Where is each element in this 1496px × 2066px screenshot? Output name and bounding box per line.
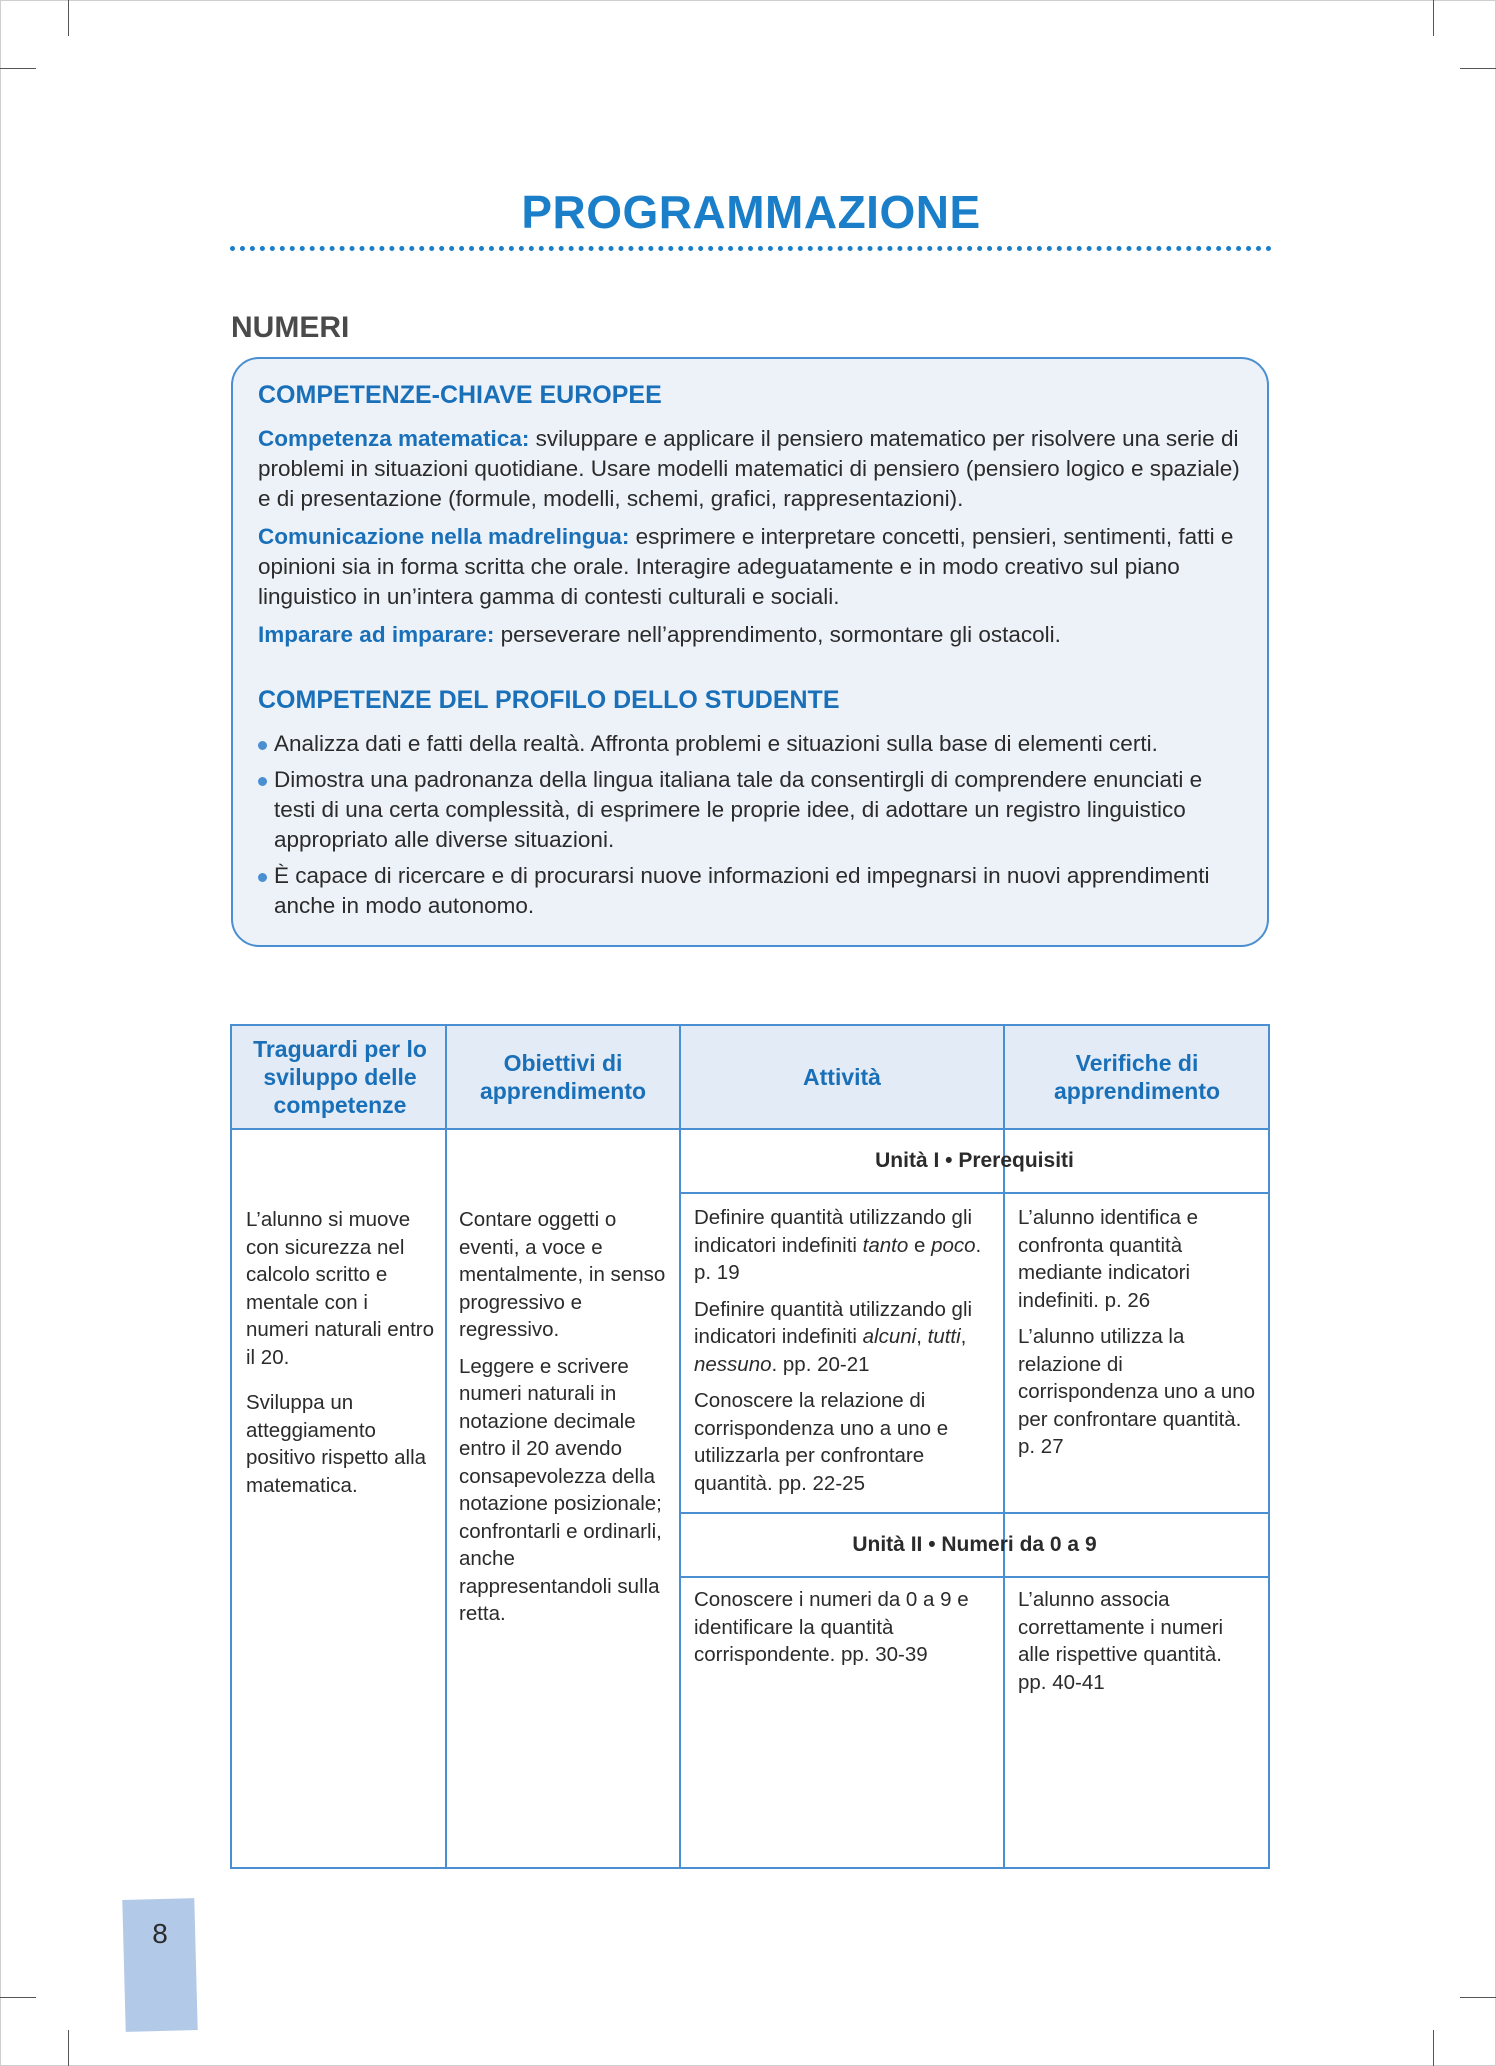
attivita-text: Definire quantità utilizzando gli indicatori indefiniti tanto e poco. p. 19 [694, 1206, 982, 1284]
profilo-bullet-text: È capace di ricercare e di procurarsi nuove informazioni ed impegnarsi in nuovi apprendimenti anche in modo autonomo. [274, 863, 1210, 918]
competenze-chiave-heading: COMPETENZE-CHIAVE EUROPEE [258, 381, 662, 409]
crop-mark [1433, 2030, 1434, 2066]
crop-mark [1460, 1997, 1496, 1998]
competenza-label: Comunicazione nella madrelingua: [258, 524, 630, 549]
table-row-divider [680, 1192, 1268, 1194]
profilo-bullet-text: Analizza dati e fatti della realtà. Affronta problemi e situazioni sulla base di elementi certi. [274, 731, 1158, 756]
verifiche-cell [1018, 1204, 1260, 1470]
attivita-cell [694, 1586, 994, 1678]
competenze-box [231, 357, 1269, 947]
page-number: 8 [152, 1918, 168, 1949]
title-dotted-rule [230, 246, 1272, 251]
traguardi-text: Sviluppa un atteggiamento positivo rispetto alla matematica. [246, 1391, 427, 1497]
profilo-bullet [258, 729, 1243, 759]
table-column-divider [445, 1026, 447, 1867]
competenza-item [258, 522, 1243, 612]
crop-mark [1460, 68, 1496, 69]
bullet-dot-icon [258, 873, 267, 882]
competenza-item [258, 620, 1243, 650]
verifiche-text: L’alunno associa correttamente i numeri alle rispettive quantità. pp. 40-41 [1018, 1588, 1224, 1694]
competenza-text: perseverare nell’apprendimento, sormontare gli ostacoli. [500, 622, 1061, 647]
programmazione-table [230, 1024, 1270, 1869]
header-attivita: Attività [803, 1064, 881, 1090]
competenza-label: Imparare ad imparare: [258, 622, 495, 647]
profilo-bullet [258, 765, 1243, 855]
competenza-text: sviluppare e applicare il pensiero matematico per risolvere una serie di problemi in situazioni quotidiane. Usare modelli matematici di pensiero (pensiero logico e spaziale) e di presentazione (formule, modelli, schemi, grafici, rappresentazioni). [258, 426, 1240, 511]
table-row-divider [680, 1576, 1268, 1578]
bullet-dot-icon [258, 741, 267, 750]
header-obiettivi: Obiettivi di apprendimento [479, 1050, 647, 1104]
crop-mark [68, 0, 69, 36]
verifiche-cell [1018, 1586, 1254, 1705]
attivita-text: Conoscere i numeri da 0 a 9 e identificare la quantità corrispondente. pp. 30-39 [694, 1588, 969, 1666]
competenza-text: esprimere e interpretare concetti, pensieri, sentimenti, fatti e opinioni sia in forma scritta che orale. Interagire adeguatamente e in modo creativo sul piano linguistico in un’intera gamma di contesti culturali e sociali. [258, 524, 1234, 609]
attivita-text: Conoscere la relazione di corrispondenza uno a uno e utilizzarla per confrontare quantità. pp. 22-25 [694, 1389, 949, 1495]
unit-title: Unità II • Numeri da 0 a 9 [852, 1533, 1097, 1556]
crop-mark [0, 68, 36, 69]
obiettivi-cell [459, 1206, 669, 1637]
bullet-dot-icon [258, 777, 267, 786]
obiettivi-text: Leggere e scrivere numeri naturali in notazione decimale entro il 20 avendo consapevolezza della notazione posizionale; confrontarli e ordinarli, anche rappresentandoli sulla retta. [459, 1354, 662, 1625]
competenza-label: Competenza matematica: [258, 426, 530, 451]
section-label: NUMERI [231, 311, 350, 344]
crop-mark [0, 1997, 36, 1998]
verifiche-text: L’alunno identifica e confronta quantità mediante indicatori indefiniti. p. 26 [1018, 1206, 1199, 1312]
traguardi-cell [246, 1206, 436, 1508]
attivita-cell [694, 1204, 996, 1506]
traguardi-text: L’alunno si muove con sicurezza nel calcolo scritto e mentale con i numeri naturali entro il 20. [246, 1208, 435, 1369]
obiettivi-text: Contare oggetti o eventi, a voce e mentalmente, in senso progressivo e regressivo. [459, 1208, 666, 1341]
unit-title: Unità I • Prerequisiti [875, 1149, 1074, 1172]
competenza-item [258, 424, 1243, 514]
profilo-bullet-text: Dimostra una padronanza della lingua italiana tale da consentirgli di comprendere enunciati e testi di una certa complessità, di esprimere le proprie idee, di adottare un registro linguistico appropriato alle diverse situazioni. [274, 767, 1203, 852]
crop-mark [1433, 0, 1434, 36]
crop-mark [68, 2030, 69, 2066]
verifiche-text: L’alunno utilizza la relazione di corrispondenza uno a uno per confrontare quantità. p. 27 [1018, 1325, 1256, 1458]
competenze-profilo-heading: COMPETENZE DEL PROFILO DELLO STUDENTE [258, 686, 840, 714]
page-title: PROGRAMMAZIONE [521, 186, 981, 238]
header-verifiche: Verifiche di apprendimento [1053, 1050, 1221, 1104]
header-traguardi: Traguardi per lo sviluppo delle competenze [253, 1036, 427, 1118]
profilo-bullet [258, 861, 1243, 921]
attivita-text: Definire quantità utilizzando gli indicatori indefiniti alcuni, tutti, nessuno. pp. 20-21 [694, 1297, 973, 1376]
profilo-bullet-list [258, 729, 1243, 921]
